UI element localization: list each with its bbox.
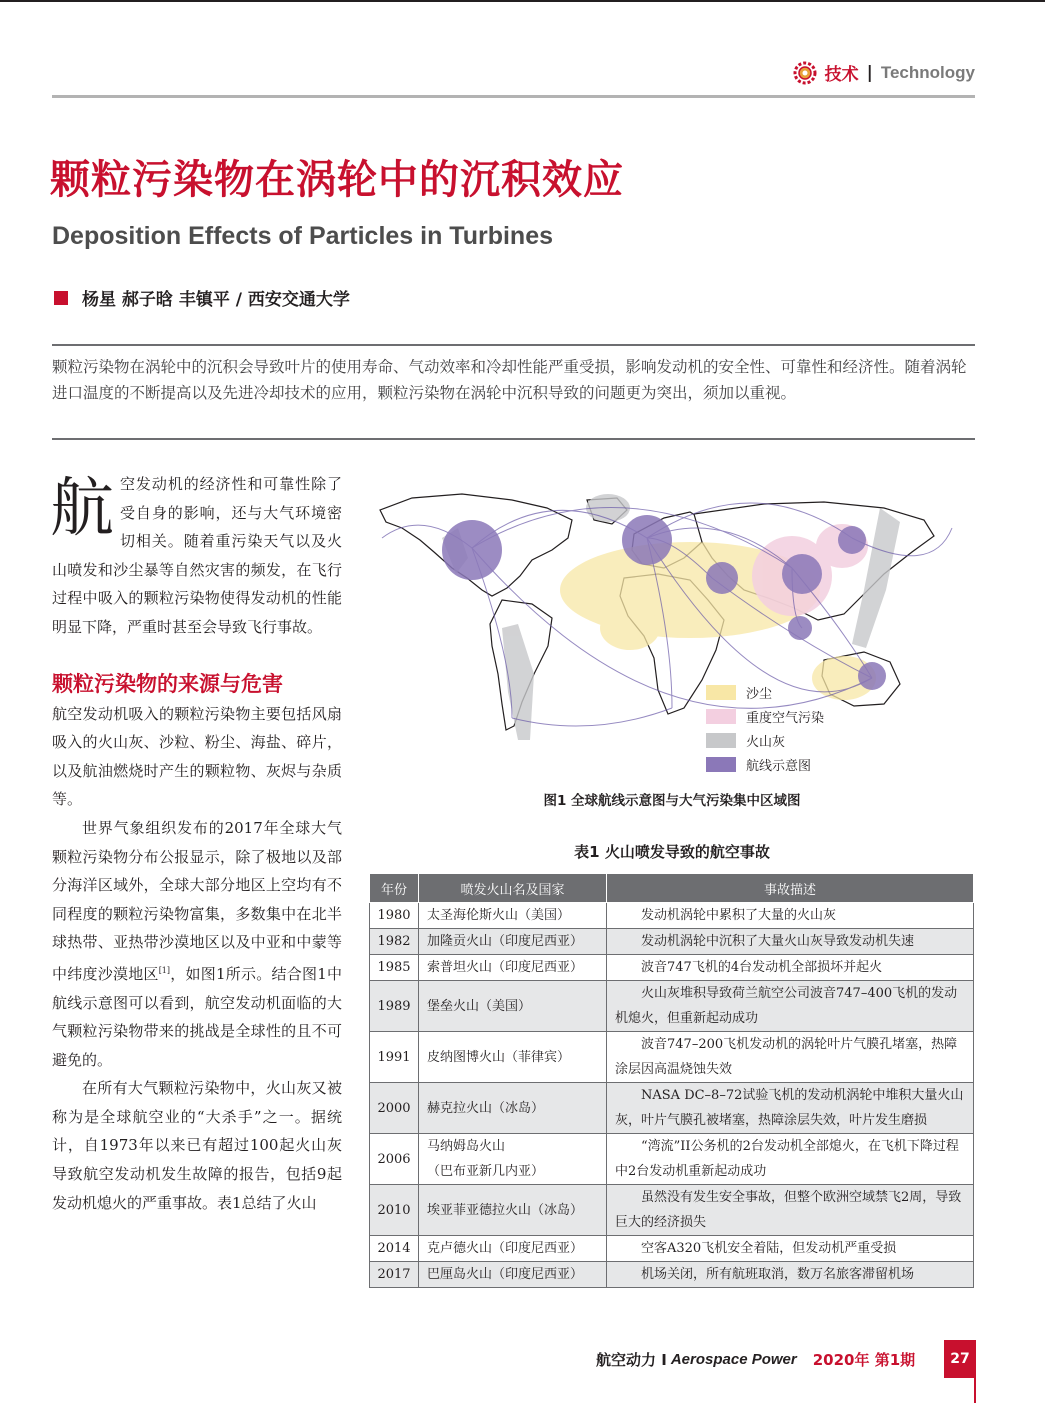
cell-volcano-line2: （巴布亚新几内亚） [427,1164,545,1179]
section-label-en: Technology [880,62,975,82]
table-caption: 表1 火山喷发导致的航空事故 [574,843,770,861]
cell-description: 虽然没有发生安全事故，但整个欧洲空域禁飞2周，导致巨大的经济损失 [607,1185,974,1236]
cell-year: 2000 [370,1083,419,1134]
drop-cap: 航 [50,472,114,546]
cell-description: 波音747飞机的4台发动机全部损坏并起火 [607,955,974,981]
incident-table [369,873,974,1288]
body-column [52,470,342,1217]
figure-caption: 图1 全球航线示意图与大气污染集中区域图 [543,793,801,809]
cell-volcano: 埃亚菲亚德拉火山（冰岛） [419,1185,607,1236]
author-marker [54,291,68,305]
legend-item-dust [706,680,824,704]
citation-ref[interactable]: [1] [158,965,171,975]
paragraph-intro-text: 空发动机的经济性和可靠性除了受自身的影响，还与大气环境密切相关。随着重污染天气以及火山喷发和沙尘暴等自然灾害的频发，在飞行过程中吸入的颗粒污染物使得发动机的性能明显下降，严重时甚至会导致飞行事故。 [52,475,342,636]
column-header: 喷发火山名及国家 [419,874,607,903]
paragraph-distribution-b: ，如图1所示。结合图1中航线示意图可以看到，航空发动机面临的大气颗粒污染物带来的挑战是全球性的且不可避免的。 [52,964,342,1069]
cell-volcano: 巴厘岛火山（印度尼西亚） [419,1262,607,1288]
cell-volcano: 堡垒火山（美国） [419,981,607,1032]
magazine-name-en: Aerospace Power [670,1351,797,1368]
cell-year: 2014 [370,1236,419,1262]
map-legend [706,680,824,776]
article-title-en: Deposition Effects of Particles in Turbines [52,222,554,250]
abstract: 颗粒污染物在涡轮中的沉积会导致叶片的使用寿命、气动效率和冷却性能严重受损，影响发动机的安全性、可靠性和经济性。随着涡轮进口温度的不断提高以及先进冷却技术的应用，颗粒污染物在涡轮中沉积导致的问题更为突出，须加以重视。 [52,358,967,402]
cell-description: 火山灰堆积导致荷兰航空公司波音747–400飞机的发动机熄火，但重新起动成功 [607,981,974,1032]
cell-description: 机场关闭，所有航班取消，数万名旅客滞留机场 [607,1262,974,1288]
cell-volcano: 克卢德火山（印度尼西亚） [419,1236,607,1262]
paragraph-distribution [52,814,342,1074]
cell-year: 2010 [370,1185,419,1236]
header-rule [52,95,975,98]
cell-year: 2017 [370,1262,419,1288]
paragraph-distribution-a: 世界气象组织发布的2017年全球大气颗粒污染物分布公报显示，除了极地以及部分海洋区域外，全球大部分地区上空均有不同程度的颗粒污染物富集，多数集中在北半球热带、亚热带沙漠地区以及中亚和中蒙等中纬度沙漠地区 [52,818,342,983]
legend-item-ash [706,728,824,752]
section-tag [793,60,975,85]
table-row [370,1185,974,1236]
cell-year: 1985 [370,955,419,981]
legend-item-pollution [706,704,824,728]
section-label-zh: 技术 [824,65,859,85]
issue-label: 2020年 第1期 [812,1351,916,1369]
cell-volcano [419,1134,607,1185]
article-title-zh: 颗粒污染物在涡轮中的沉积效应 [50,157,624,203]
legend-label: 航线示意图 [746,758,812,774]
cell-volcano: 皮纳图博火山（菲律宾） [419,1032,607,1083]
table-row [370,929,974,955]
cell-description: NASA DC–8–72试验飞机的发动机涡轮中堆积大量火山灰，叶片气膜孔被堵塞，热障涂层失效，叶片发生磨损 [607,1083,974,1134]
gear-icon [793,61,817,85]
cell-year: 2006 [370,1134,419,1185]
page-footer [596,1349,915,1370]
legend-label: 重度空气污染 [746,710,825,726]
legend-label: 火山灰 [746,734,786,750]
cell-year: 1989 [370,981,419,1032]
cell-description: 波音747–200飞机发动机的涡轮叶片气膜孔堵塞，热障涂层因高温烧蚀失效 [607,1032,974,1083]
cell-description: “湾流”II公务机的2台发动机全部熄火，在飞机下降过程中2台发动机重新起动成功 [607,1134,974,1185]
legend-swatch [706,757,736,772]
paragraph-intro [52,470,342,642]
abstract-rule-top [52,344,975,346]
cell-volcano: 加隆贡火山（印度尼西亚） [419,929,607,955]
table-row [370,1262,974,1288]
legend-swatch [706,733,736,748]
table-row [370,1083,974,1134]
table-row [370,1236,974,1262]
cell-description: 发动机涡轮中累积了大量的火山灰 [607,903,974,929]
abstract-rule-bottom [52,438,975,440]
legend-swatch [706,709,736,724]
author-line [54,285,350,310]
cell-volcano-line1: 马纳姆岛火山 [427,1139,506,1154]
table-row [370,903,974,929]
cell-description: 空客A320飞机安全着陆，但发动机严重受损 [607,1236,974,1262]
cell-volcano: 赫克拉火山（冰岛） [419,1083,607,1134]
legend-label: 沙尘 [746,686,773,702]
cell-volcano: 索普坦火山（印度尼西亚） [419,955,607,981]
section-separator: | [866,62,873,83]
table-row [370,1134,974,1185]
table-header-row [370,874,974,903]
paragraph-volcanic-ash: 在所有大气颗粒污染物中，火山灰又被称为是全球航空业的“大杀手”之一。据统计，自1973年以来已有超过100起火山灰导致航空发动机发生故障的报告，包括9起发动机熄火的严重事故。表1总结了火山 [52,1079,342,1212]
cell-year: 1982 [370,929,419,955]
page-number: 27 [944,1340,976,1378]
magazine-name-zh: 航空动力 [596,1351,657,1369]
table-row [370,1032,974,1083]
section-heading: 颗粒污染物的来源与危害 [52,671,283,696]
column-header: 年份 [370,874,419,903]
column-header: 事故描述 [607,874,974,903]
page-edge-rule [974,1340,976,1403]
world-route-map [372,478,962,778]
cell-year: 1980 [370,903,419,929]
table-row [370,955,974,981]
footer-separator: I [656,1350,667,1369]
cell-description: 发动机涡轮中沉积了大量火山灰导致发动机失速 [607,929,974,955]
cell-year: 1991 [370,1032,419,1083]
table-row [370,981,974,1032]
legend-swatch [706,685,736,700]
cell-volcano: 太圣海伦斯火山（美国） [419,903,607,929]
legend-item-routes [706,752,824,776]
paragraph-sources: 航空发动机吸入的颗粒污染物主要包括风扇吸入的火山灰、沙粒、粉尘、海盐、碎片，以及航油燃烧时产生的颗粒物、灰烬与杂质等。 [52,704,342,809]
top-rule [0,0,1045,2]
authors: 杨星 郝子晗 丰镇平 / 西安交通大学 [82,290,350,310]
